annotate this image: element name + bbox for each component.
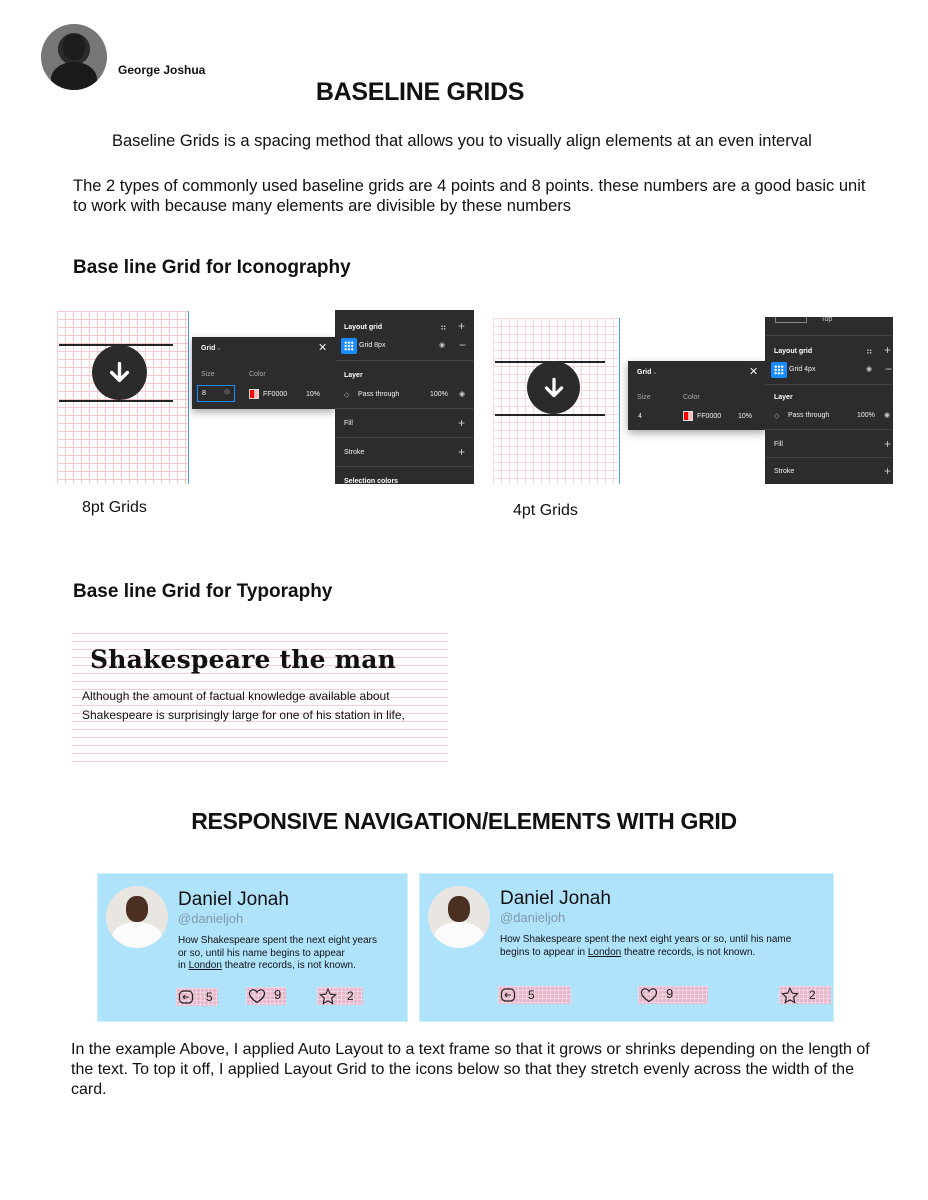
close-icon[interactable]: ✕ xyxy=(318,342,328,354)
divider xyxy=(765,429,893,430)
profile-handle: @danieljoh xyxy=(178,911,244,926)
profile-description: How Shakespeare spent the next eight years or so, until his name begins to appear in London theatre records, is not known. xyxy=(178,935,378,971)
color-hex[interactable]: FF0000 xyxy=(697,413,722,420)
reply-count: 5 xyxy=(528,988,535,1002)
like-button[interactable] xyxy=(638,986,708,1004)
london-link[interactable]: London xyxy=(188,960,222,971)
blend-mode[interactable]: Pass through xyxy=(358,391,400,398)
download-arrow-icon xyxy=(92,345,147,400)
stepper-icon: ⊙ xyxy=(224,389,230,396)
guide-line xyxy=(188,311,189,484)
baseline-bottom xyxy=(59,400,173,402)
color-label: Color xyxy=(683,394,700,401)
reply-button[interactable] xyxy=(176,988,218,1006)
intro-text: Baseline Grids is a spacing method that allows you to visually align elements at an even interval xyxy=(112,132,812,150)
eye-icon[interactable]: ◉ xyxy=(884,412,891,419)
profile-handle: @danieljoh xyxy=(500,910,566,925)
color-hex[interactable]: FF0000 xyxy=(263,391,288,398)
star-button[interactable] xyxy=(317,987,363,1005)
blend-icon: ◇ xyxy=(344,392,350,399)
add-stroke-icon[interactable]: + xyxy=(458,445,466,459)
size-label: Size xyxy=(201,371,215,378)
add-icon[interactable]: + xyxy=(884,343,892,357)
color-swatch[interactable] xyxy=(683,411,693,421)
add-stroke-icon[interactable]: + xyxy=(884,464,892,478)
popup-title: Grid xyxy=(201,345,216,352)
divider xyxy=(765,457,893,458)
reply-button[interactable] xyxy=(498,986,571,1004)
profile-card-wide xyxy=(419,873,834,1022)
layer-opacity[interactable]: 100% xyxy=(857,412,875,419)
reply-icon xyxy=(178,989,194,1005)
caption-8pt: 8pt Grids xyxy=(82,499,147,516)
constraint-top[interactable]: Top xyxy=(821,317,833,323)
color-label: Color xyxy=(249,371,266,378)
divider xyxy=(335,408,474,409)
grid-styles-icon[interactable]: ⠶ xyxy=(866,346,873,356)
chevron-down-icon: ⌄ xyxy=(216,345,222,352)
profile-name: Daniel Jonah xyxy=(500,888,611,909)
selection-colors-label: Selection colors xyxy=(344,478,399,484)
grid-settings-popup-4 xyxy=(628,361,766,430)
grid-item-label[interactable]: Grid 8px xyxy=(359,342,386,349)
profile-avatar xyxy=(428,886,490,948)
heading-responsive: RESPONSIVE NAVIGATION/ELEMENTS WITH GRID xyxy=(191,808,737,834)
size-value: 8 xyxy=(202,390,206,397)
star-icon xyxy=(781,987,799,1004)
add-fill-icon[interactable]: + xyxy=(884,437,892,451)
stroke-label: Stroke xyxy=(774,468,795,475)
like-button[interactable] xyxy=(246,987,286,1005)
popup-title: Grid xyxy=(637,369,652,376)
star-icon xyxy=(319,988,337,1005)
grid-styles-icon[interactable]: ⠶ xyxy=(440,322,447,332)
divider xyxy=(765,384,893,385)
london-link[interactable]: London xyxy=(587,946,622,958)
avatar-head xyxy=(63,34,85,60)
eye-icon[interactable]: ◉ xyxy=(439,342,446,349)
page-title: BASELINE GRIDS xyxy=(315,78,525,106)
chevron-down-icon: ⌄ xyxy=(652,369,658,376)
layer-opacity[interactable]: 100% xyxy=(430,391,448,398)
divider xyxy=(335,437,474,438)
heart-icon xyxy=(248,988,266,1004)
properties-panel-8 xyxy=(335,310,474,484)
heart-icon xyxy=(640,987,658,1003)
size-value[interactable]: 4 xyxy=(638,413,642,420)
star-button[interactable] xyxy=(779,986,831,1004)
divider xyxy=(765,335,893,336)
constraint-box xyxy=(775,317,807,323)
color-swatch[interactable] xyxy=(249,389,259,399)
size-label: Size xyxy=(637,394,651,401)
baseline-bottom xyxy=(495,414,605,416)
reply-icon xyxy=(500,987,516,1003)
close-icon[interactable]: ✕ xyxy=(749,366,759,378)
paragraph-types: The 2 types of commonly used baseline grids are 4 points and 8 points. these numbers are a good basic unit to work with because many elements are divisible by these numbers xyxy=(73,177,866,215)
heading-iconography: Base line Grid for Iconography xyxy=(73,257,351,278)
star-count: 2 xyxy=(809,988,816,1002)
layout-grid-label: Layout grid xyxy=(344,324,383,331)
add-fill-icon[interactable]: + xyxy=(458,416,466,430)
blend-mode[interactable]: Pass through xyxy=(788,412,830,419)
reply-count: 5 xyxy=(206,990,213,1004)
fill-label: Fill xyxy=(774,441,783,448)
caption-4pt: 4pt Grids xyxy=(513,502,578,519)
size-input[interactable] xyxy=(197,385,235,402)
sample-body: Although the amount of factual knowledge available about Shakespeare is surprisingly large for one of his station in life, xyxy=(82,689,405,722)
icon-grid-4pt xyxy=(493,318,619,484)
profile-name: Daniel Jonah xyxy=(178,889,289,910)
stroke-label: Stroke xyxy=(344,449,365,456)
properties-panel-4 xyxy=(765,317,893,484)
grid-icon[interactable] xyxy=(341,338,357,354)
guide-line xyxy=(619,318,620,484)
blend-icon: ◇ xyxy=(774,413,780,420)
add-icon[interactable]: + xyxy=(458,319,466,333)
author-name: George Joshua xyxy=(118,63,206,77)
layer-label: Layer xyxy=(774,394,793,401)
opacity-value[interactable]: 10% xyxy=(306,391,321,398)
fill-label: Fill xyxy=(344,420,353,427)
profile-avatar xyxy=(106,886,168,948)
profile-description: How Shakespeare spent the next eight years or so, until his name begins to appear in London theatre records, is not known. xyxy=(500,934,792,958)
sample-title: Shakespeare the man xyxy=(90,645,397,674)
grid-settings-popup-8 xyxy=(192,337,335,409)
grid-item-label[interactable]: Grid 4px xyxy=(789,366,816,373)
download-arrow-icon xyxy=(527,361,580,414)
profile-card-narrow xyxy=(97,873,408,1022)
grid-icon[interactable] xyxy=(771,362,787,378)
remove-icon[interactable]: − xyxy=(885,362,893,376)
eye-icon[interactable]: ◉ xyxy=(866,366,873,373)
layout-grid-label: Layout grid xyxy=(774,348,813,355)
paragraph-auto-layout: In the example Above, I applied Auto Layout to a text frame so that it grows or shrinks depending on the length of the text. To top it off, I applied Layout Grid to the icons below so that they stretch evenly across the width of the card. xyxy=(71,1041,870,1098)
star-count: 2 xyxy=(347,989,354,1003)
heading-typography: Base line Grid for Typoraphy xyxy=(73,581,333,602)
remove-icon[interactable]: − xyxy=(459,338,467,352)
divider xyxy=(335,360,474,361)
eye-icon[interactable]: ◉ xyxy=(459,391,466,398)
like-count: 9 xyxy=(274,987,282,1002)
divider xyxy=(335,466,474,467)
layer-label: Layer xyxy=(344,372,363,379)
like-count: 9 xyxy=(666,986,674,1001)
icon-grid-8pt xyxy=(57,311,189,484)
opacity-value[interactable]: 10% xyxy=(738,413,753,420)
